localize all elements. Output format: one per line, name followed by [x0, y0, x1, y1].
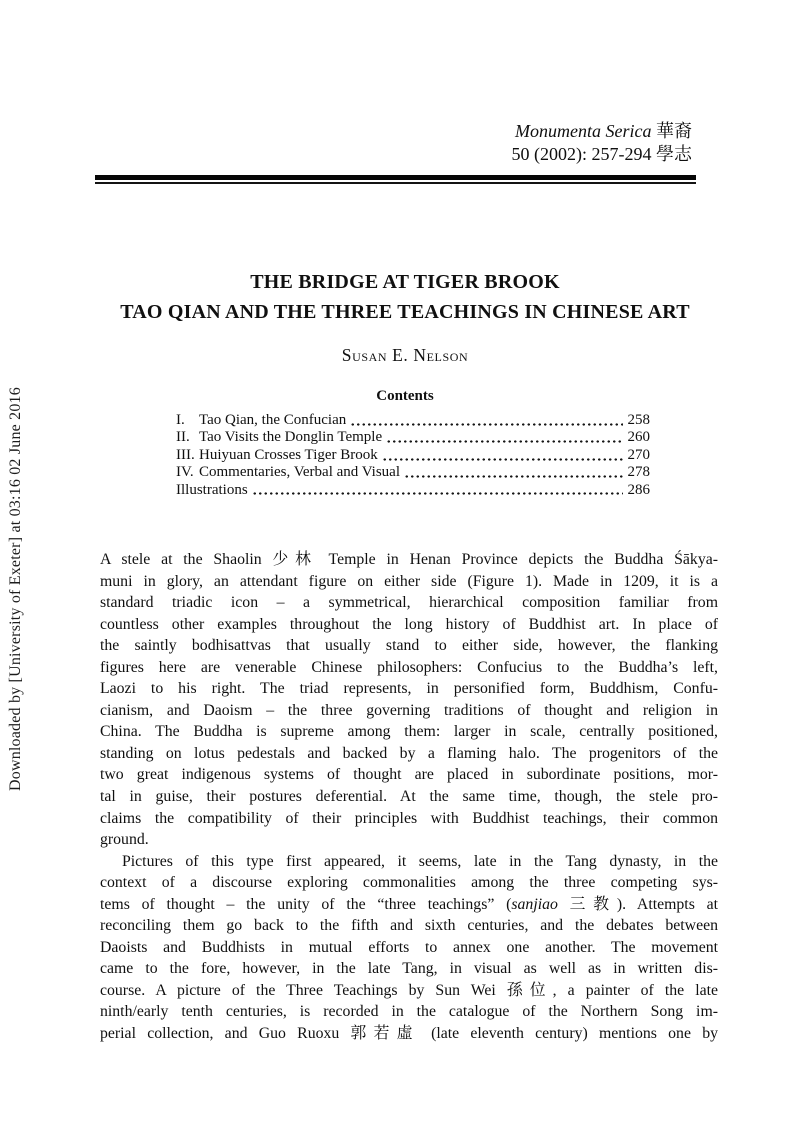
toc-entry-label: Commentaries, Verbal and Visual [199, 464, 401, 481]
volume-info: 50 (2002): 257-294 [511, 144, 652, 164]
toc-list [176, 412, 650, 499]
toc-entry-label: Tao Qian, the Confucian [199, 412, 347, 428]
paragraph [100, 851, 718, 1045]
contents-heading: Contents [376, 388, 434, 404]
toc-entry-label: Illustrations [176, 481, 248, 498]
toc-numeral: IV. [176, 464, 194, 481]
toc-numeral: I. [176, 412, 185, 428]
toc-numeral: II. [176, 429, 190, 446]
paragraph [100, 549, 718, 851]
toc-row [176, 447, 650, 464]
body-line: two great indigenous systems of thought are placed in subordinate positions, mor- [100, 766, 718, 784]
toc-dot-leader [404, 464, 623, 481]
body-line: standing on lotus pedestals and backed by a flaming halo. The progenitors of the [100, 744, 718, 762]
body-line: figures here are venerable Chinese philosophers: Confucius to the Buddha’s left, [100, 658, 718, 676]
article-body [100, 549, 718, 1045]
body-line: muni in glory, an attendant figure on either side (Figure 1). Made in 1209, it is a [100, 572, 718, 590]
toc-page-number: 270 [627, 446, 650, 463]
body-line: tems of thought – the unity of the “three teachings” (sanjiao 三教). Attempts at [100, 895, 718, 913]
journal-name: Monumenta Serica [515, 121, 652, 141]
toc-row [176, 412, 650, 429]
body-line: Laozi to his right. The triad represents, in personified form, Buddhism, Confu- [100, 680, 718, 698]
toc-page-number: 260 [627, 429, 650, 446]
article-title [95, 267, 715, 327]
body-line: context of a discourse exploring commonalities among the three competing sys- [100, 874, 718, 892]
body-line: Daoists and Buddhists in mutual efforts to annex one another. The movement [100, 938, 718, 956]
article-title-line1: THE BRIDGE AT TIGER BROOK [250, 271, 560, 293]
article-title-line2: TAO QIAN AND THE THREE TEACHINGS IN CHINESE ART [120, 301, 690, 323]
body-line: A stele at the Shaolin 少林 Temple in Henan Province depicts the Buddha Śākya- [100, 551, 718, 568]
toc-page-number: 278 [627, 464, 650, 481]
body-line: perial collection, and Guo Ruoxu 郭若虛 (late eleventh century) mentions one by [100, 1025, 718, 1043]
toc-row [176, 429, 650, 446]
body-line: came to the fore, however, in the late Tang, in visual as well as in written dis- [100, 960, 718, 978]
body-line: course. A picture of the Three Teachings by Sun Wei 孫位, a painter of the late [100, 981, 718, 999]
body-line: claims the compatibility of their principles with Buddhist teachings, their common [100, 809, 718, 827]
body-line: cianism, and Daoism – the three governing traditions of thought and religion in [100, 701, 718, 719]
toc-dot-leader [252, 482, 623, 499]
toc-dot-leader [386, 429, 623, 446]
body-line: ninth/early tenth centuries, is recorded in the catalogue of the Northern Song im- [100, 1003, 718, 1021]
volume-cjk: 學志 [656, 144, 692, 164]
body-line: Pictures of this type first appeared, it seems, late in the Tang dynasty, in the [122, 852, 718, 870]
toc-page-number: 258 [627, 412, 650, 428]
toc-entry-label: Tao Visits the Donglin Temple [199, 429, 383, 446]
toc-row [176, 464, 650, 481]
body-line: ground. [100, 831, 149, 849]
body-line: reconciling them go back to the fifth and sixth centuries, and the debates between [100, 917, 718, 935]
toc-page-number: 286 [627, 481, 650, 498]
body-line: standard triadic icon – a symmetrical, hierarchical composition familiar from [100, 594, 718, 612]
body-line: the saintly bodhisattvas that usually stand to either side, however, the flanking [100, 637, 718, 655]
author-name: Susan E. Nelson [341, 345, 469, 365]
download-watermark: Downloaded by [University of Exeter] at 03:16 02 June 2016 [7, 387, 24, 791]
toc-dot-leader [382, 447, 623, 464]
article-content [95, 0, 718, 1140]
toc-row [176, 482, 650, 499]
toc-entry-label: Huiyuan Crosses Tiger Brook [199, 446, 378, 463]
toc-dot-leader [350, 412, 623, 429]
body-line: tal in guise, their postures deferential. At the same time, though, the stele pro- [100, 788, 718, 806]
body-line: China. The Buddha is supreme among them: larger in scale, centrally positioned, [100, 723, 718, 741]
journal-name-cjk: 華裔 [656, 121, 692, 141]
body-line: countless other examples throughout the long history of Buddhist art. In place of [100, 615, 718, 633]
toc-numeral: III. [176, 446, 195, 463]
